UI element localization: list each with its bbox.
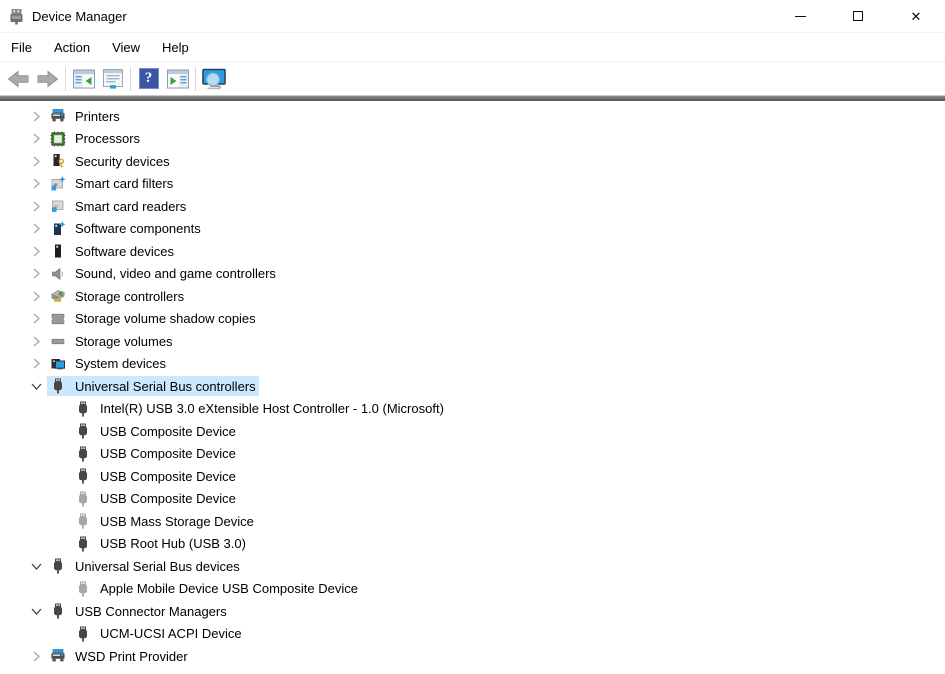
tree-item[interactable]: [0, 218, 945, 241]
chevron-placeholder: [53, 401, 69, 417]
tree-item-label: Software components: [75, 221, 201, 237]
tree-item[interactable]: [0, 308, 945, 331]
chevron-right-icon[interactable]: [28, 131, 44, 147]
tree-item-label: Security devices: [75, 153, 170, 169]
tree-item-label: Software devices: [75, 243, 174, 259]
tree-item-content[interactable]: [47, 556, 243, 576]
tree-item-label: USB Root Hub (USB 3.0): [100, 536, 246, 552]
menu-bar: [0, 33, 945, 62]
show-console-tree-button[interactable]: [69, 64, 98, 93]
tree-item[interactable]: [0, 510, 945, 533]
tree-item-label: System devices: [75, 356, 167, 372]
storage-volume-icon: [50, 333, 66, 349]
smart-card-reader-icon: [50, 198, 66, 214]
tree-item[interactable]: [0, 353, 945, 376]
speaker-icon: [50, 266, 66, 282]
forward-button[interactable]: [33, 64, 62, 93]
tree-item-content[interactable]: [72, 624, 245, 644]
tree-item[interactable]: [0, 398, 945, 421]
tree-item-content[interactable]: [47, 219, 204, 239]
arrow-right-icon: [36, 69, 59, 89]
help-icon: ?: [139, 68, 159, 89]
tree-item[interactable]: [0, 600, 945, 623]
tree-item-content[interactable]: [72, 399, 447, 419]
tree-item-label: Apple Mobile Device USB Composite Device: [100, 581, 358, 597]
chevron-placeholder: [53, 423, 69, 439]
tree-item-label: USB Composite Device: [100, 446, 236, 462]
chevron-down-icon[interactable]: [28, 558, 44, 574]
usb-icon: [75, 423, 91, 439]
tree-item-label: Storage volume shadow copies: [75, 311, 256, 327]
storage-shadow-icon: [50, 311, 66, 327]
tree-item-content[interactable]: [72, 421, 239, 441]
chevron-right-icon[interactable]: [28, 356, 44, 372]
tree-item-label: Intel(R) USB 3.0 eXtensible Host Controller - 1.0 (Microsoft): [100, 401, 444, 417]
tree-item-label: Processors: [75, 131, 141, 147]
tree-item[interactable]: [0, 623, 945, 646]
printer-icon: [50, 108, 66, 124]
properties-icon: [101, 68, 125, 90]
maximize-button[interactable]: [829, 0, 887, 32]
usb-icon: [75, 536, 91, 552]
software-device-icon: [50, 243, 66, 259]
chevron-right-icon[interactable]: [28, 266, 44, 282]
chevron-right-icon[interactable]: [28, 288, 44, 304]
tree-item[interactable]: [0, 128, 945, 151]
tree-item-label: Storage controllers: [75, 288, 185, 304]
software-component-icon: [50, 221, 66, 237]
tree-item[interactable]: [0, 285, 945, 308]
tree-item[interactable]: [0, 443, 945, 466]
menu-file[interactable]: File: [11, 39, 32, 55]
console-tree-icon: [72, 68, 96, 90]
menu-view[interactable]: View: [112, 39, 141, 55]
chevron-placeholder: [53, 581, 69, 597]
toolbar-separator: [65, 67, 66, 91]
usb-icon: [50, 378, 66, 394]
tree-item-content[interactable]: [47, 354, 169, 374]
tree-item-content[interactable]: [72, 466, 239, 486]
chevron-placeholder: [53, 491, 69, 507]
tree-item[interactable]: [0, 555, 945, 578]
tree-item[interactable]: [0, 488, 945, 511]
tree-item[interactable]: [0, 263, 945, 286]
tree-item-label: Smart card filters: [75, 176, 174, 192]
tree-item[interactable]: [0, 173, 945, 196]
tree-item-content[interactable]: [47, 646, 191, 666]
chevron-right-icon[interactable]: [28, 176, 44, 192]
tree-item-label: Sound, video and game controllers: [75, 266, 276, 282]
chevron-right-icon[interactable]: [28, 108, 44, 124]
tree-item-label: USB Composite Device: [100, 491, 236, 507]
back-button[interactable]: [4, 64, 33, 93]
chevron-placeholder: [53, 513, 69, 529]
processor-icon: [50, 131, 66, 147]
tree-item-label: Universal Serial Bus controllers: [75, 378, 256, 394]
tree-item-label: USB Connector Managers: [75, 603, 227, 619]
tree-item[interactable]: [0, 150, 945, 173]
tree-item[interactable]: [0, 645, 945, 668]
close-icon: ✕: [910, 8, 922, 24]
tree-item-content[interactable]: [72, 489, 239, 509]
close-button[interactable]: [887, 0, 945, 32]
menu-help[interactable]: Help: [162, 39, 189, 55]
tree-item-label: UCM-UCSI ACPI Device: [100, 626, 242, 642]
chevron-right-icon[interactable]: [28, 648, 44, 664]
scan-icon: [201, 67, 227, 91]
tree-item-content[interactable]: [47, 129, 143, 149]
device-manager-icon: [8, 8, 25, 25]
tree-item-content[interactable]: [47, 264, 279, 284]
tree-item-content[interactable]: [47, 196, 189, 216]
scan-hardware-changes-button[interactable]: [199, 64, 228, 93]
arrow-left-icon: [7, 69, 30, 89]
chevron-right-icon[interactable]: [28, 243, 44, 259]
printer-icon: [50, 648, 66, 664]
tree-item-content[interactable]: [47, 241, 177, 261]
chevron-right-icon[interactable]: [28, 153, 44, 169]
tree-item[interactable]: [0, 330, 945, 353]
tree-item-label: Universal Serial Bus devices: [75, 558, 240, 574]
window-title: Device Manager: [32, 8, 127, 24]
minimize-button[interactable]: [771, 0, 829, 32]
tree-item[interactable]: [0, 465, 945, 488]
minimize-icon: [795, 16, 806, 17]
usb-icon: [75, 401, 91, 417]
tree-item-content[interactable]: [72, 579, 361, 599]
tree-item-label: USB Composite Device: [100, 468, 236, 484]
show-action-pane-button[interactable]: [163, 64, 192, 93]
chevron-right-icon[interactable]: [28, 333, 44, 349]
tree-item[interactable]: [0, 195, 945, 218]
security-device-icon: [50, 153, 66, 169]
chevron-down-icon[interactable]: [28, 603, 44, 619]
tree-item-content[interactable]: [72, 444, 239, 464]
chevron-placeholder: [53, 446, 69, 462]
chevron-right-icon[interactable]: [28, 198, 44, 214]
toolbar-separator: [130, 67, 131, 91]
chevron-down-icon[interactable]: [28, 378, 44, 394]
maximize-icon: [853, 11, 863, 21]
tree-item-label: Printers: [75, 108, 120, 124]
usb-icon: [75, 468, 91, 484]
tree-item-content[interactable]: [47, 331, 176, 351]
tree-item-content[interactable]: [72, 534, 249, 554]
chevron-right-icon[interactable]: [28, 311, 44, 327]
tree-item-label: Storage volumes: [75, 333, 173, 349]
usb-icon: [75, 446, 91, 462]
tree-item[interactable]: [0, 105, 945, 128]
properties-button[interactable]: [98, 64, 127, 93]
tree-item-content[interactable]: [47, 376, 259, 396]
usb-icon: [75, 626, 91, 642]
storage-controller-icon: [50, 288, 66, 304]
toolbar-separator: [195, 67, 196, 91]
system-device-icon: [50, 356, 66, 372]
chevron-right-icon[interactable]: [28, 221, 44, 237]
smart-card-filter-icon: [50, 176, 66, 192]
tree-item-label: WSD Print Provider: [75, 648, 188, 664]
usb-icon: [50, 603, 66, 619]
tree-item-label: Smart card readers: [75, 198, 187, 214]
tree-item[interactable]: [0, 533, 945, 556]
menu-action[interactable]: Action: [53, 39, 91, 55]
tree-item-content[interactable]: [47, 309, 259, 329]
title-bar: [0, 0, 945, 33]
usb-icon: [50, 558, 66, 574]
tree-item-content[interactable]: [47, 601, 230, 621]
tree-item-label: USB Composite Device: [100, 423, 236, 439]
tree-item[interactable]: [0, 578, 945, 601]
tree-item[interactable]: [0, 240, 945, 263]
usb-icon: [75, 491, 91, 507]
tree-item-content[interactable]: [47, 286, 187, 306]
usb-icon: [75, 581, 91, 597]
chevron-placeholder: [53, 468, 69, 484]
action-pane-icon: [166, 68, 190, 90]
chevron-placeholder: [53, 536, 69, 552]
tree-item-content[interactable]: [47, 151, 173, 171]
usb-icon: [75, 513, 91, 529]
tree-item-content[interactable]: [72, 511, 257, 531]
toolbar: [0, 62, 945, 95]
help-button[interactable]: [134, 64, 163, 93]
device-tree: [0, 101, 945, 674]
tree-item[interactable]: [0, 375, 945, 398]
chevron-placeholder: [53, 626, 69, 642]
tree-item-content[interactable]: [47, 174, 176, 194]
tree-item-label: USB Mass Storage Device: [100, 513, 254, 529]
tree-item-content[interactable]: [47, 106, 123, 126]
tree-item[interactable]: [0, 420, 945, 443]
